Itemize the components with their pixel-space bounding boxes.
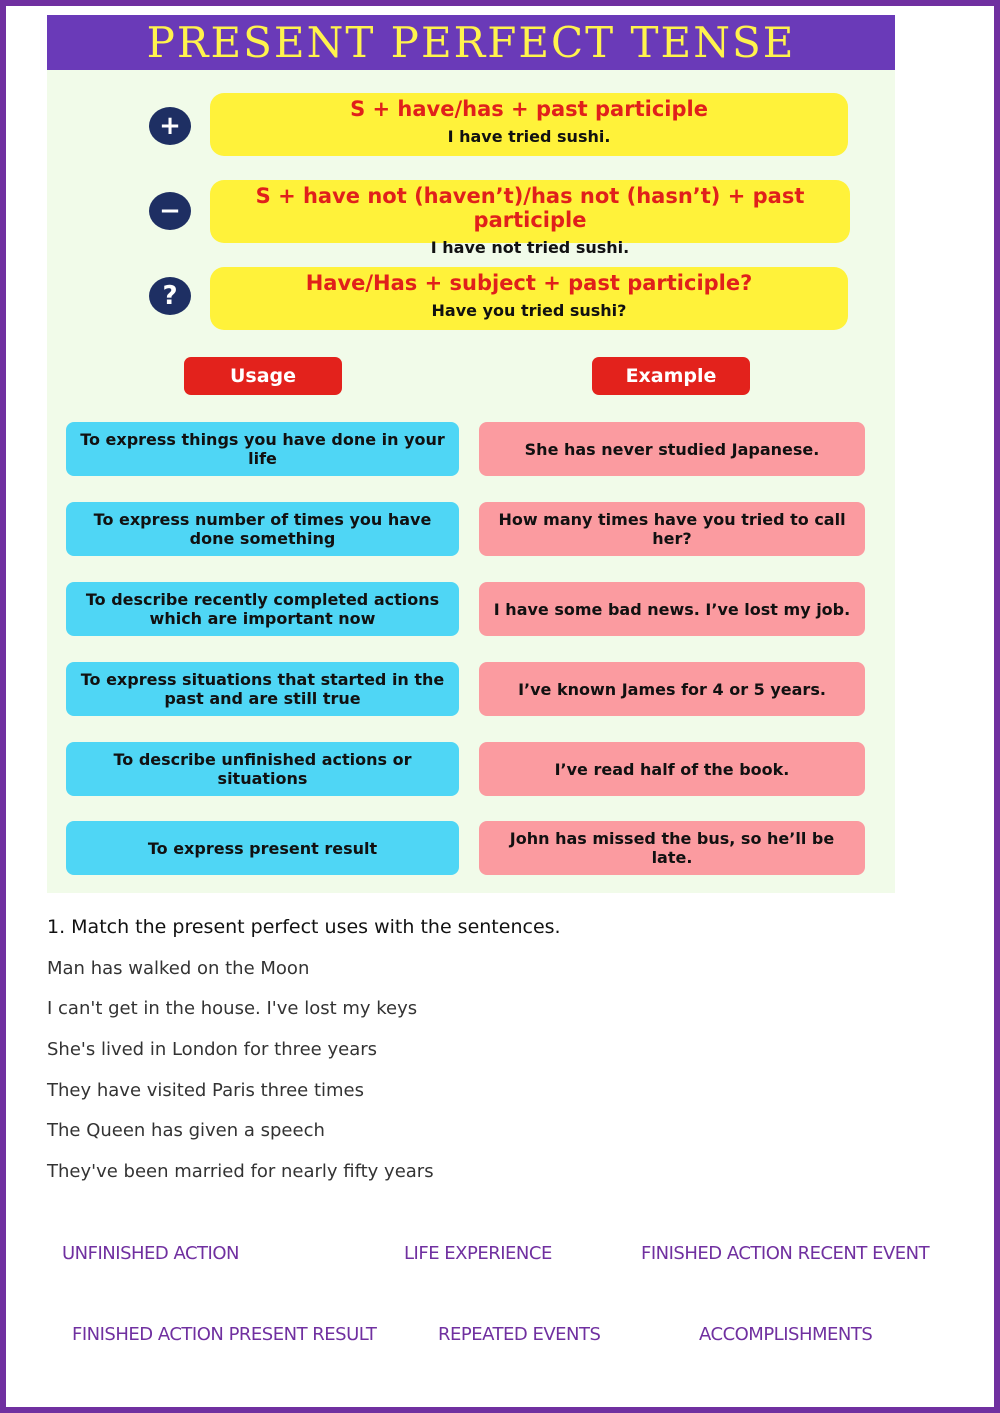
match-label[interactable]: UNFINISHED ACTION	[62, 1243, 239, 1264]
example-cell: John has missed the bus, so he’ll be late.	[479, 821, 865, 875]
sentence[interactable]: They have visited Paris three times	[47, 1080, 365, 1101]
sentence[interactable]: They've been married for nearly fifty years	[47, 1161, 434, 1182]
plus-icon: +	[149, 107, 191, 145]
affirmative-formula	[210, 93, 848, 156]
formula: S + have/has + past participle	[350, 97, 708, 121]
formula: S + have not (haven’t)/has not (hasn’t) + past participle	[255, 184, 805, 232]
example-cell: I’ve known James for 4 or 5 years.	[479, 662, 865, 716]
match-label[interactable]: FINISHED ACTION RECENT EVENT	[641, 1243, 930, 1264]
example-cell: I’ve read half of the book.	[479, 742, 865, 796]
example-cell: How many times have you tried to call her?	[479, 502, 865, 556]
match-label[interactable]: ACCOMPLISHMENTS	[699, 1324, 873, 1345]
example-header: Example	[592, 357, 750, 395]
example-cell: I have some bad news. I’ve lost my job.	[479, 582, 865, 636]
match-label[interactable]: LIFE EXPERIENCE	[404, 1243, 552, 1264]
sentence[interactable]: The Queen has given a speech	[47, 1120, 325, 1141]
formula-example: Have you tried sushi?	[431, 301, 627, 320]
usage-cell: To describe unfinished actions or situations	[66, 742, 459, 796]
sentence[interactable]: I can't get in the house. I've lost my keys	[47, 998, 418, 1019]
usage-cell: To express present result	[66, 821, 459, 875]
usage-cell: To express things you have done in your life	[66, 422, 459, 476]
sentence[interactable]: Man has walked on the Moon	[47, 958, 310, 979]
sentence[interactable]: She's lived in London for three years	[47, 1039, 378, 1060]
question-icon: ?	[149, 277, 191, 315]
exercise-question: 1. Match the present perfect uses with the sentences.	[47, 916, 561, 938]
formula-example: I have not tried sushi.	[430, 238, 630, 257]
infographic	[47, 15, 895, 893]
usage-cell: To express situations that started in the past and are still true	[66, 662, 459, 716]
negative-formula	[210, 180, 850, 257]
minus-icon: −	[149, 192, 191, 230]
usage-cell: To describe recently completed actions which are important now	[66, 582, 459, 636]
formula: Have/Has + subject + past participle?	[305, 271, 753, 295]
match-label[interactable]: FINISHED ACTION PRESENT RESULT	[72, 1324, 377, 1345]
example-cell: She has never studied Japanese.	[479, 422, 865, 476]
match-label[interactable]: REPEATED EVENTS	[438, 1324, 601, 1345]
question-formula	[210, 267, 848, 330]
usage-header: Usage	[184, 357, 342, 395]
formula-example: I have tried sushi.	[447, 127, 611, 146]
usage-cell: To express number of times you have done something	[66, 502, 459, 556]
page-title: PRESENT PERFECT TENSE	[47, 15, 895, 70]
